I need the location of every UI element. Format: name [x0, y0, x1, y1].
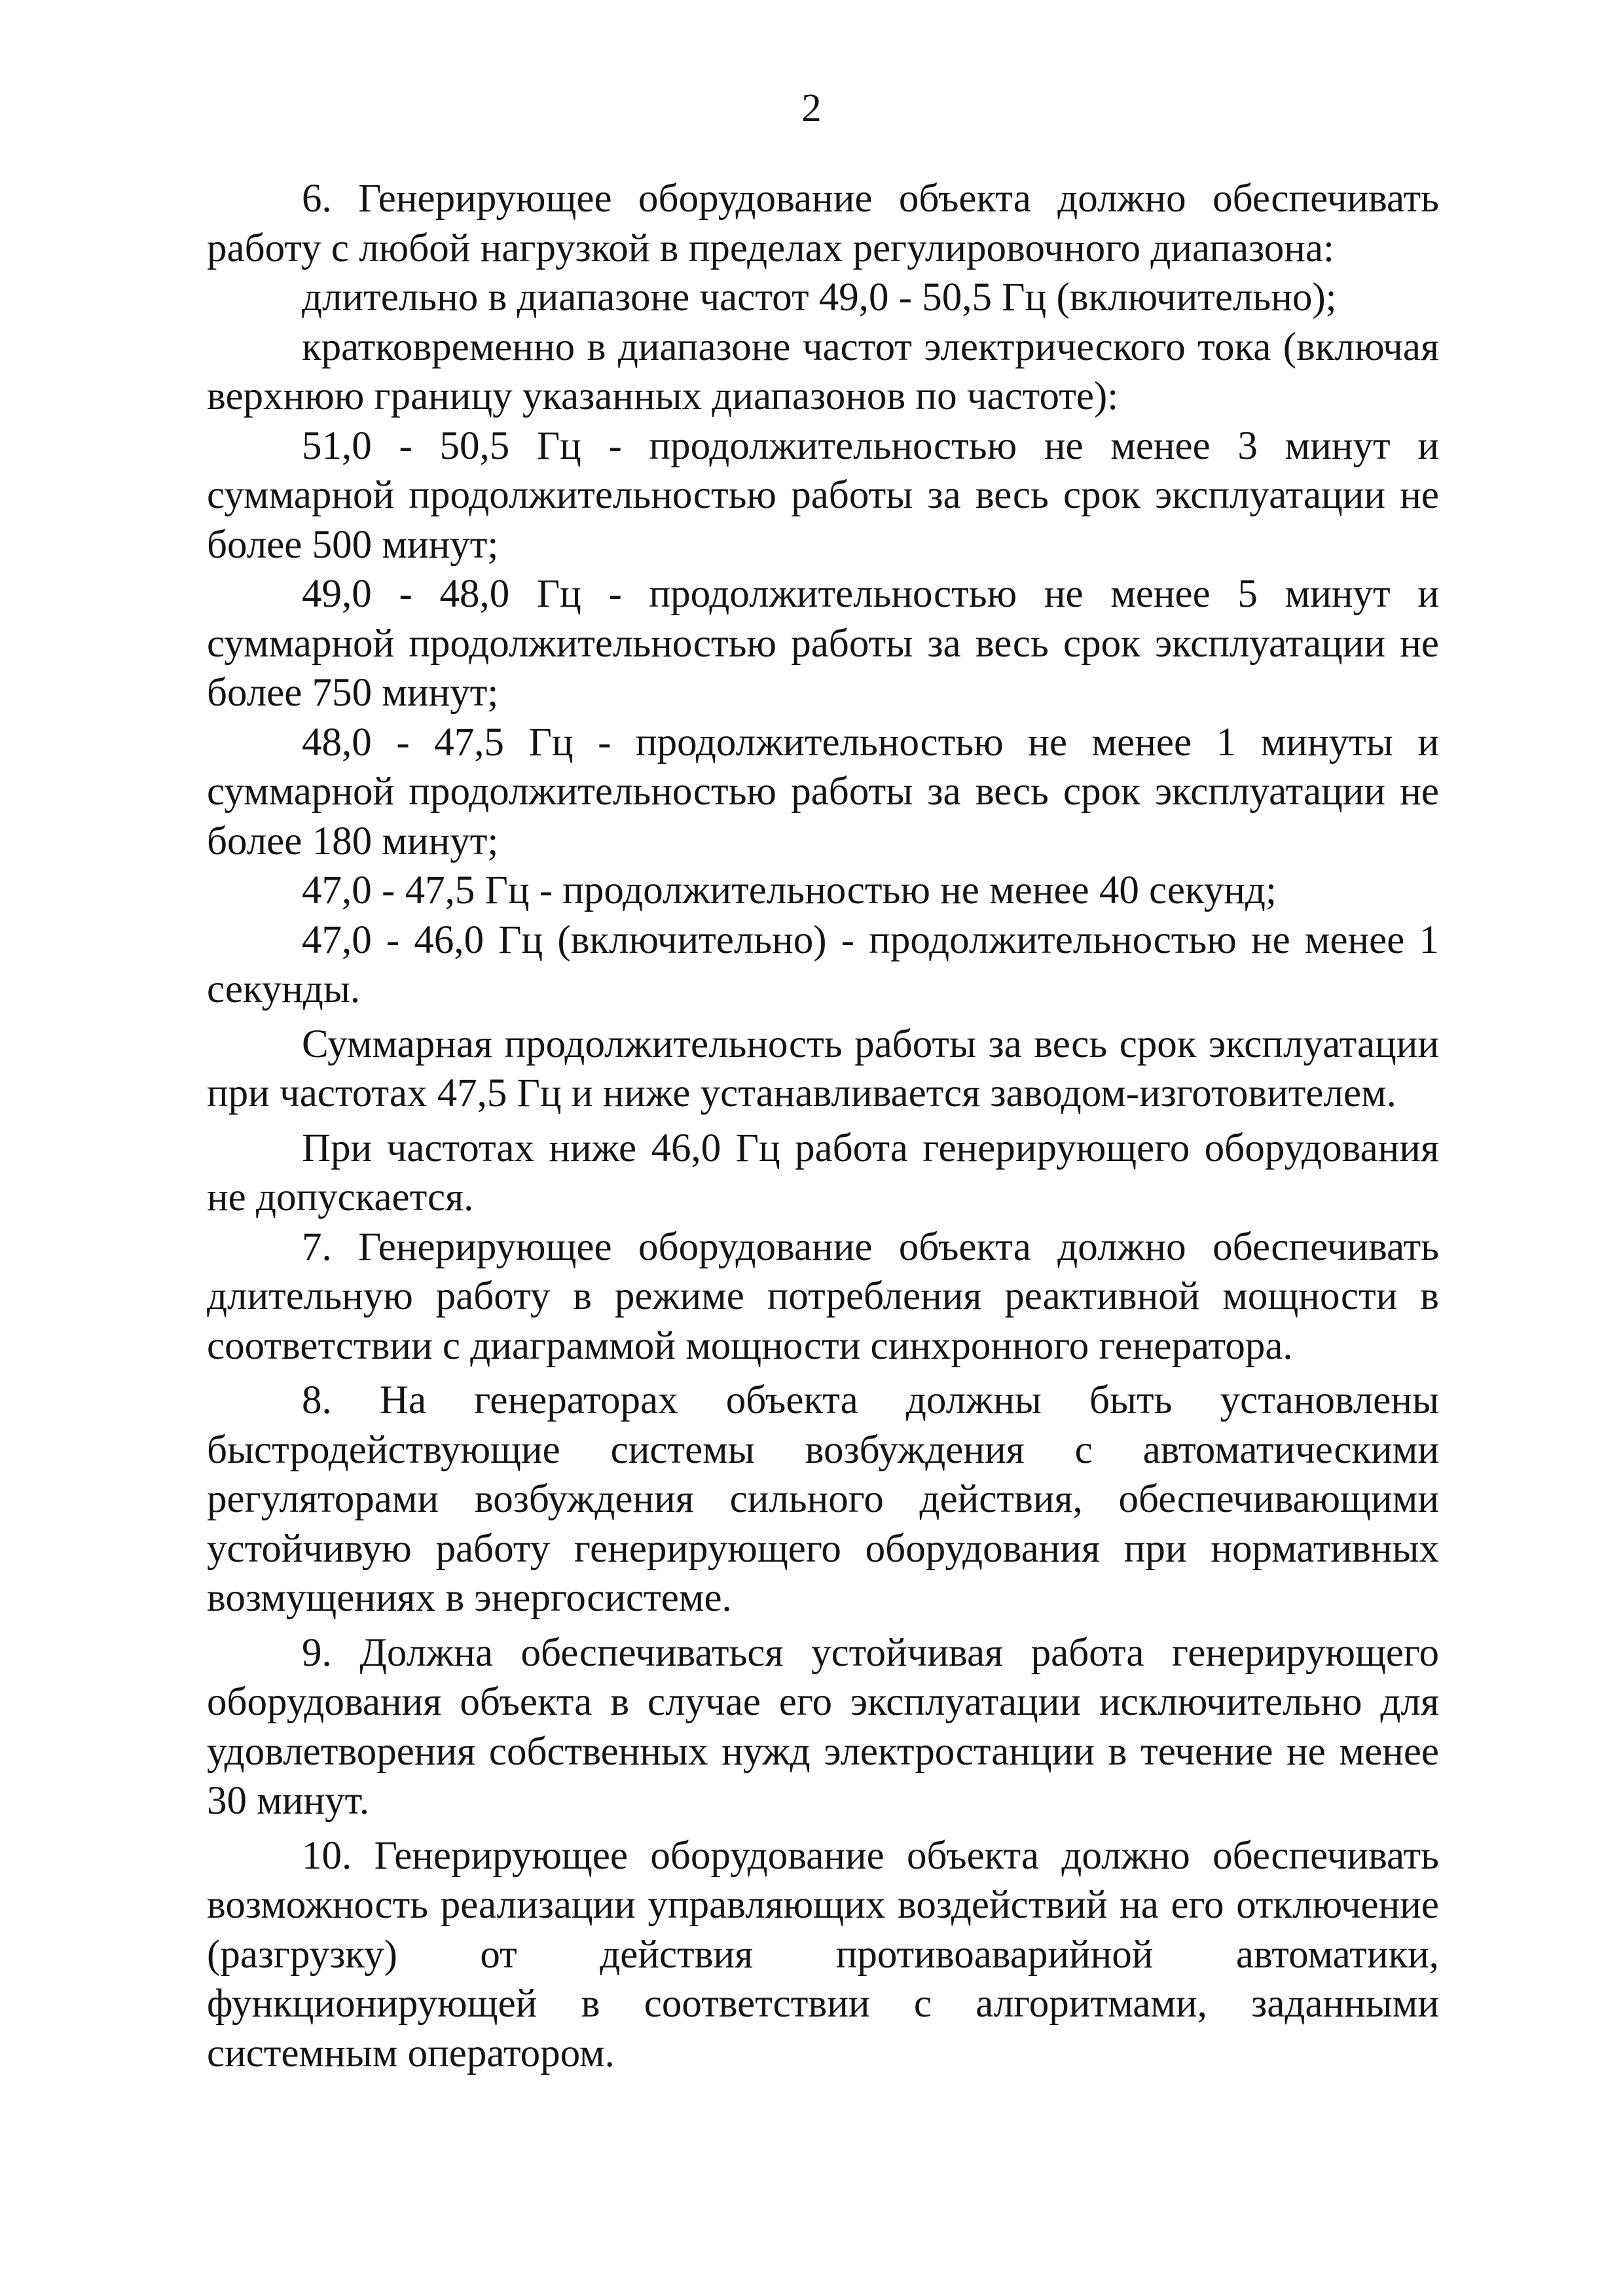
frequency-range-49-48: 49,0 - 48,0 Гц - продолжительностью не менее 5 минут и суммарной продолжительностью работы за весь срок эксплуатации не более 750 минут;: [207, 572, 1450, 715]
frequency-range-47-47-5: 47,0 - 47,5 Гц - продолжительностью не менее 40 секунд;: [302, 869, 1277, 912]
frequency-range-47-46: 47,0 - 46,0 Гц (включительно) - продолжительностью не менее 1 секунды.: [207, 918, 1450, 1011]
frequency-range-short-term: кратковременно в диапазоне частот электрического тока (включая верхнюю границу указанных диапазонов по частоте):: [207, 325, 1450, 418]
document-body: [207, 174, 1450, 2078]
below-46-paragraph: При частотах ниже 46,0 Гц работа генерирующего оборудования не допускается.: [207, 1126, 1450, 1219]
frequency-range-48-47-5: 48,0 - 47,5 Гц - продолжительностью не менее 1 минуты и суммарной продолжительностью работы за весь срок эксплуатации не более 180 минут;: [207, 720, 1450, 863]
page-number: 2: [801, 86, 822, 130]
paragraph-item-6: 6. Генерирующее оборудование объекта должно обеспечивать работу с любой нагрузкой в пределах регулировочного диапазона:: [207, 177, 1450, 270]
paragraph-item-9: 9. Должна обеспечиваться устойчивая работа генерирующего оборудования объекта в случае его эксплуатации исключительно для удовлетворения собственных нужд электростанции в течение не менее 30 минут.: [207, 1630, 1450, 1823]
total-duration-paragraph: Суммарная продолжительность работы за весь срок эксплуатации при частотах 47,5 Гц и ниже устанавливается заводом-изготовителем.: [207, 1022, 1450, 1115]
paragraph-item-10: 10. Генерирующее оборудование объекта должно обеспечивать возможность реализации управляющих воздействий на его отключение (разгрузку) от действия противоаварийной автоматики, функционирующей в соответствии с алгоритмами, заданными системным оператором.: [207, 1833, 1450, 2075]
paragraph-item-8: 8. На генераторах объекта должны быть установлены быстродействующие системы возбуждения с автоматическими регуляторами возбуждения сильного действия, обеспечивающими устойчивую работу генерирующего оборудования при нормативных возмущениях в энергосистеме.: [207, 1378, 1450, 1620]
frequency-range-long-term: длительно в диапазоне частот 49,0 - 50,5 Гц (включительно);: [302, 276, 1337, 319]
frequency-range-51-50-5: 51,0 - 50,5 Гц - продолжительностью не менее 3 минут и суммарной продолжительностью работы за весь срок эксплуатации не более 500 минут;: [207, 423, 1450, 567]
paragraph-item-7: 7. Генерирующее оборудование объекта должно обеспечивать длительную работу в режиме потребления реактивной мощности в соответствии с диаграммой мощности синхронного генератора.: [207, 1225, 1450, 1368]
